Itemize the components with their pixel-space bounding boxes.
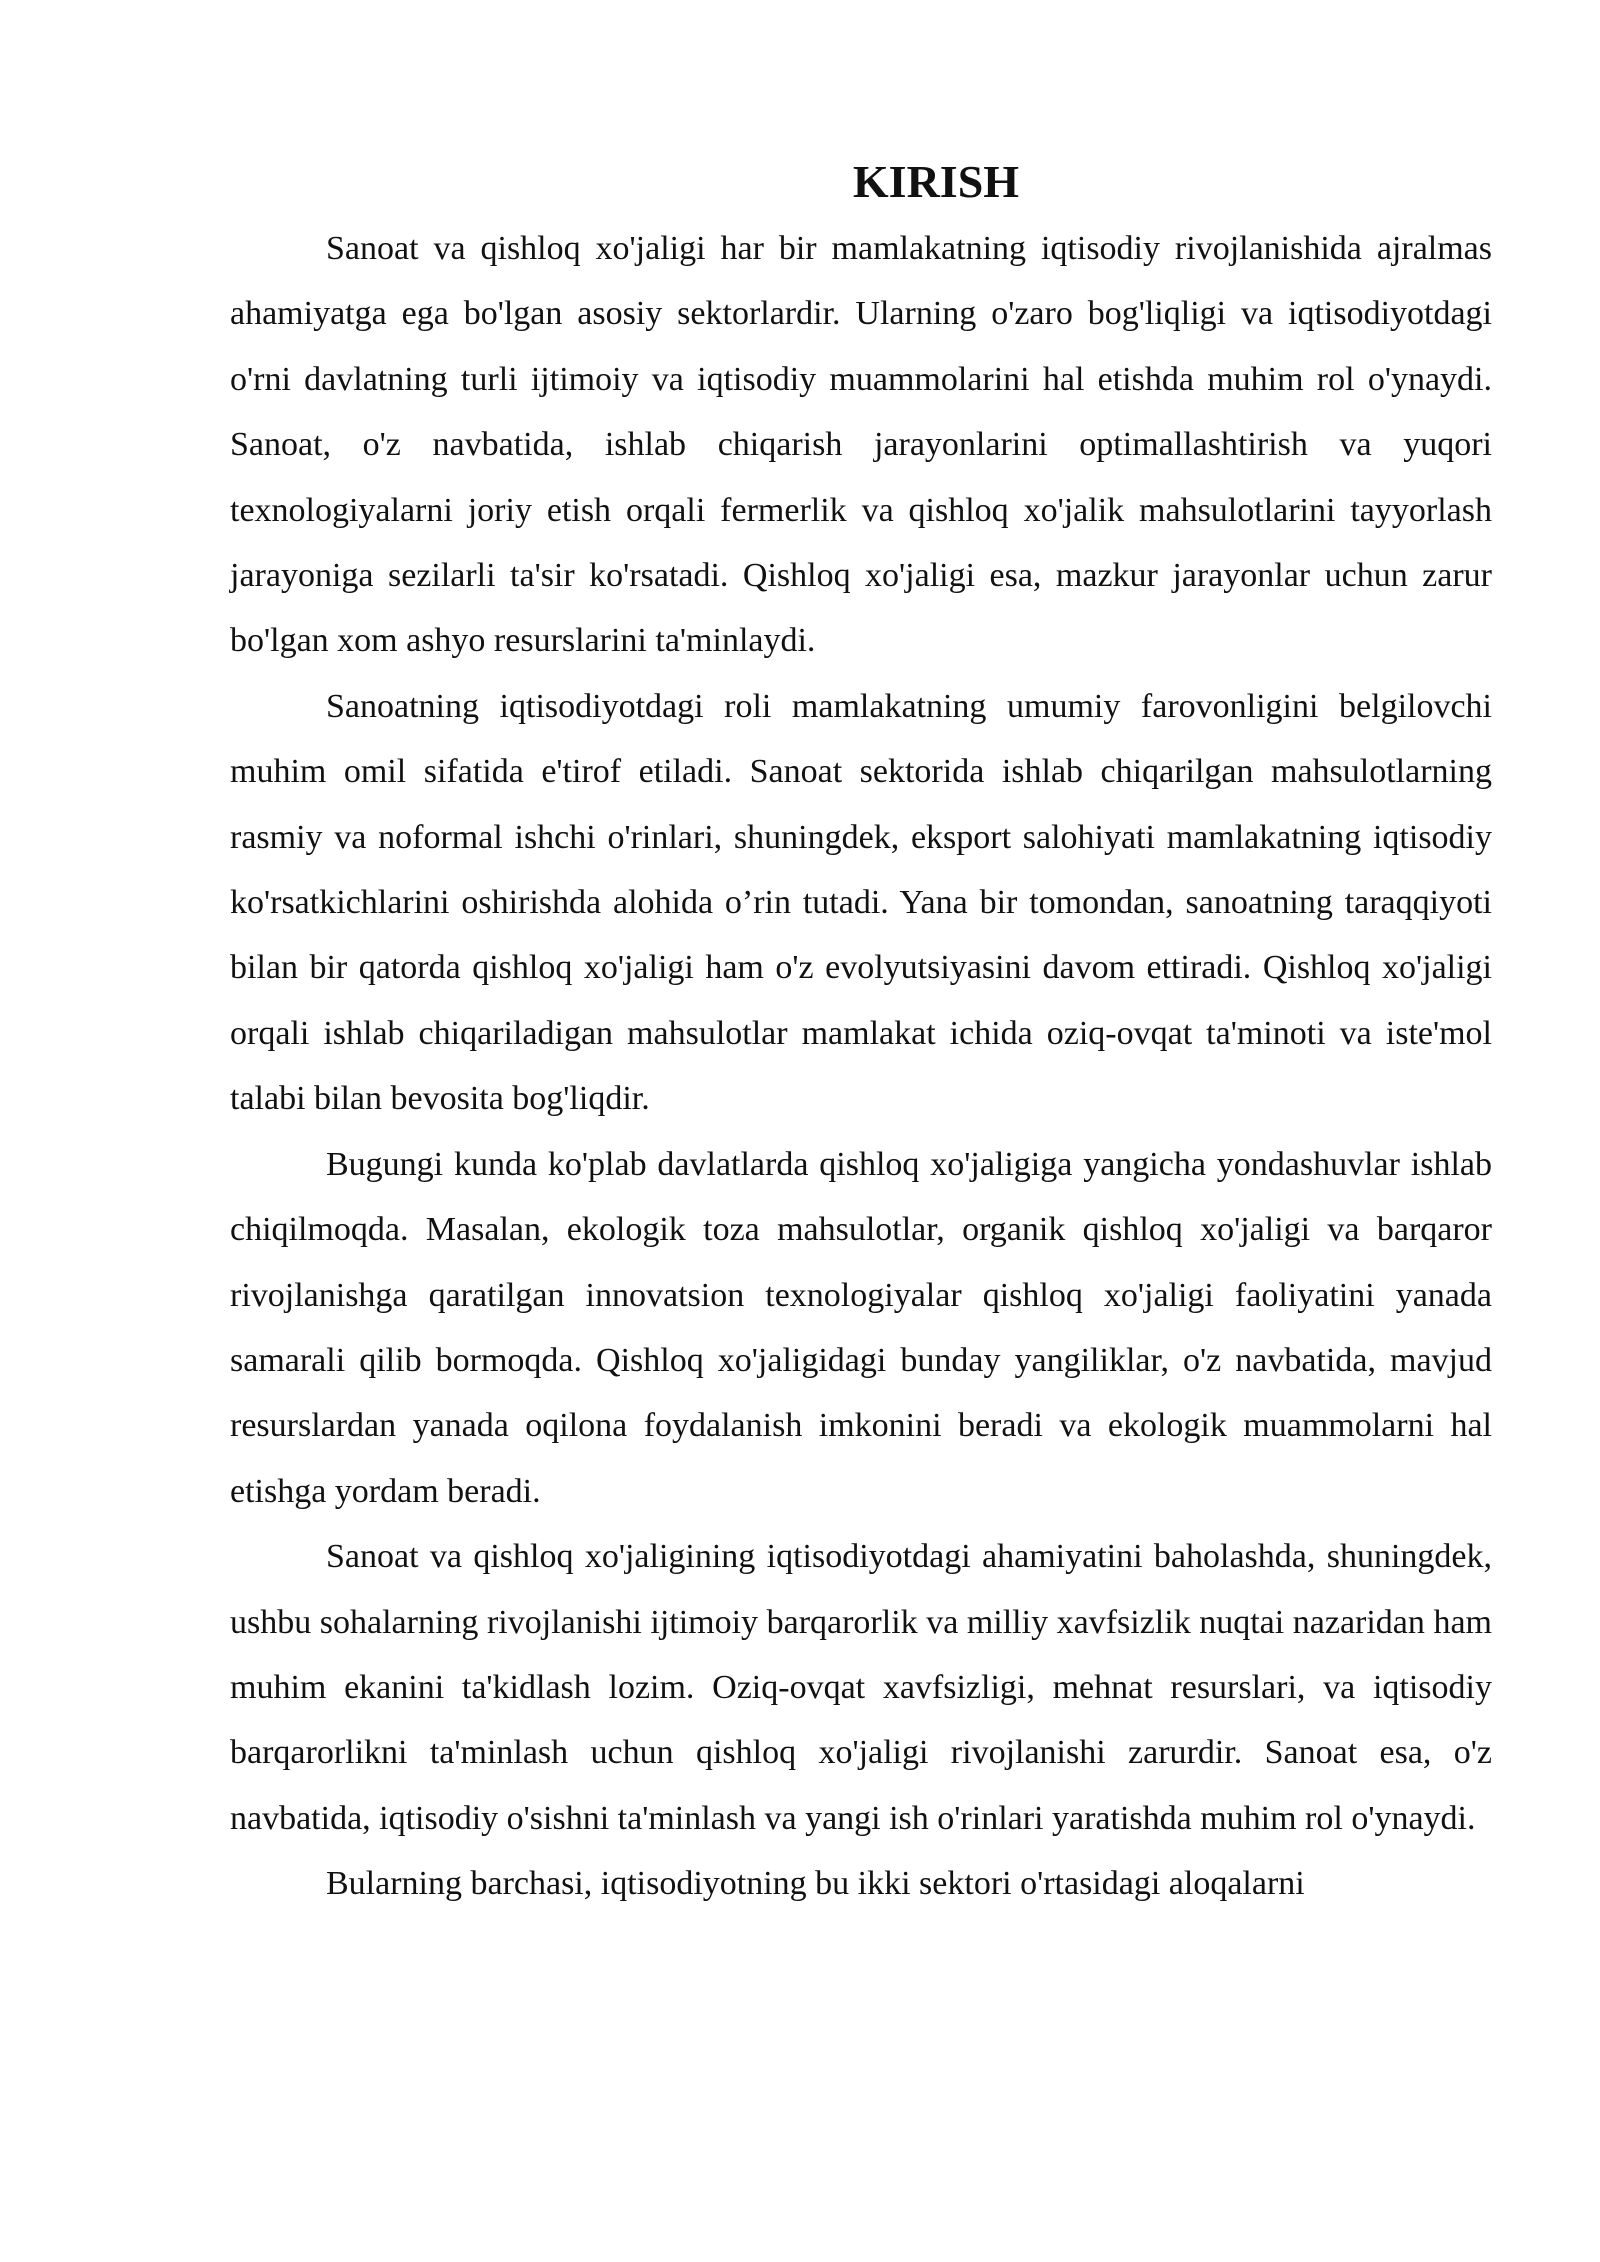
paragraph-4: Sanoat va qishloq xo'jaligining iqtisodiyotdagi ahamiyatini baholashda, shuningdek, ushbu sohalarning rivojlanishi ijtimoiy barqarorlik va milliy xavfsizlik nuqtai nazaridan ham muhim ekanini ta'kidlash lozim. Oziq-ovqat xavfsizligi, mehnat resurslari, va iqtisodiy barqarorlikni ta'minlash uchun qishloq xo'jaligi rivojlanishi zarurdir. Sanoat esa, o'z navbatida, iqtisodiy o'sishni ta'minlash va yangi ish o'rinlari yaratishda muhim rol o'ynaydi. <box>230 1538 1492 1837</box>
document-title: KIRISH <box>852 156 1020 207</box>
paragraph-5: Bularning barchasi, iqtisodiyotning bu ikki sektori o'rtasidagi aloqalarni <box>326 1865 1305 1903</box>
paragraph-1: Sanoat va qishloq xo'jaligi har bir mamlakatning iqtisodiy rivojlanishida ajralmas ahamiyatga ega bo'lgan asosiy sektorlardir. Ularning o'zaro bog'liqligi va iqtisodiyotdagi o'rni davlatning turli ijtimoiy va iqtisodiy muammolarini hal etishda muhim rol o'ynaydi. Sanoat, o'z navbatida, ishlab chiqarish jarayonlarini optimallashtirish va yuqori texnologiyalarni joriy etish orqali fermerlik va qishloq xo'jalik mahsulotlarini tayyorlash jarayoniga sezilarli ta'sir ko'rsatadi. Qishloq xo'jaligi esa, mazkur jarayonlar uchun zarur bo'lgan xom ashyo resurslarini ta'minlaydi. <box>230 230 1492 660</box>
paragraph-2: Sanoatning iqtisodiyotdagi roli mamlakatning umumiy farovonligini belgilovchi muhim omil sifatida e'tirof etiladi. Sanoat sektorida ishlab chiqarilgan mahsulotlarning rasmiy va noformal ishchi o'rinlari, shuningdek, eksport salohiyati mamlakatning iqtisodiy ko'rsatkichlarini oshirishda alohida o’rin tutadi. Yana bir tomondan, sanoatning taraqqiyoti bilan bir qatorda qishloq xo'jaligi ham o'z evolyutsiyasini davom ettiradi. Qishloq xo'jaligi orqali ishlab chiqariladigan mahsulotlar mamlakat ichida oziq-ovqat ta'minoti va iste'mol talabi bilan bevosita bog'liqdir. <box>230 687 1492 1118</box>
document-body <box>230 150 1492 1917</box>
paragraph-3: Bugungi kunda ko'plab davlatlarda qishloq xo'jaligiga yangicha yondashuvlar ishlab chiqilmoqda. Masalan, ekologik toza mahsulotlar, organik qishloq xo'jaligi va barqaror rivojlanishga qaratilgan innovatsion texnologiyalar qishloq xo'jaligi faoliyatini yanada samarali qilib bormoqda. Qishloq xo'jaligidagi bunday yangiliklar, o'z navbatida, mavjud resurslardan yanada oqilona foydalanish imkonini beradi va ekologik muammolarni hal etishga yordam beradi. <box>230 1145 1492 1510</box>
